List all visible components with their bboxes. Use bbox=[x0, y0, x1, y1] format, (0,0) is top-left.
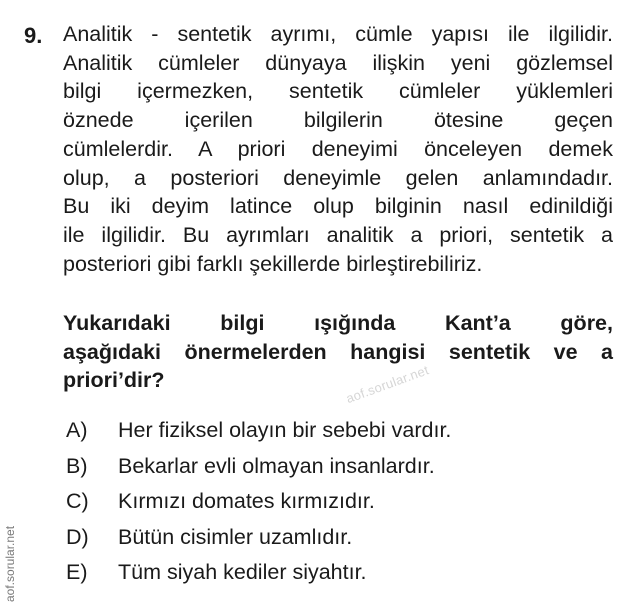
answer-options bbox=[66, 418, 606, 596]
option-text: Kırmızı domates kırmızıdır. bbox=[118, 489, 375, 513]
option-letter: C) bbox=[66, 489, 89, 513]
question-passage bbox=[63, 20, 613, 278]
option-text: Tüm siyah kediler siyahtır. bbox=[118, 560, 367, 584]
passage-line: Analitik - sentetik ayrımı, cümle yapısı ile ilgilidir. bbox=[63, 22, 613, 46]
option-e[interactable] bbox=[66, 560, 606, 596]
option-letter: B) bbox=[66, 453, 88, 478]
option-letter: D) bbox=[66, 524, 89, 549]
option-c[interactable] bbox=[66, 489, 606, 525]
passage-line: Analitik cümleler dünyaya ilişkin yeni gözlemsel bbox=[63, 50, 613, 75]
passage-line: ile ilgilidir. Bu ayrımları analitik a priori, sentetik a bbox=[63, 222, 613, 247]
stem-line: aşağıdaki önermelerden hangisi sentetik ve a bbox=[63, 339, 613, 364]
option-d[interactable] bbox=[66, 525, 606, 561]
option-text: Bütün cisimler uzamlıdır. bbox=[118, 524, 353, 549]
stem-line: priori’dir? bbox=[63, 368, 165, 393]
watermark-side: aof.sorular.net bbox=[3, 525, 17, 602]
watermark-center: aof.sorular.net bbox=[344, 362, 431, 407]
passage-line: bilgi içermezken, sentetik cümleler yüklemleri bbox=[63, 79, 613, 104]
option-letter: E) bbox=[66, 560, 88, 584]
question-number: 9. bbox=[24, 23, 43, 48]
option-b[interactable] bbox=[66, 454, 606, 490]
passage-line: öznede içerilen bilgilerin ötesine geçen bbox=[63, 108, 613, 133]
stem-line: Yukarıdaki bilgi ışığında Kant’a göre, bbox=[63, 311, 613, 335]
passage-line: posteriori gibi farklı şekillerde birleştirebiliriz. bbox=[63, 251, 483, 276]
passage-line: cümlelerdir. A priori deneyimi önceleyen demek bbox=[63, 136, 613, 161]
passage-line: olup, a posteriori deneyimle gelen anlamındadır. bbox=[63, 165, 613, 190]
passage-line: Bu iki deyim latince olup bilginin nasıl edinildiği bbox=[63, 194, 613, 219]
option-a[interactable] bbox=[66, 418, 606, 454]
question-stem bbox=[63, 309, 613, 395]
option-letter: A) bbox=[66, 418, 88, 442]
option-text: Bekarlar evli olmayan insanlardır. bbox=[118, 453, 435, 478]
option-text: Her fiziksel olayın bir sebebi vardır. bbox=[118, 418, 452, 442]
